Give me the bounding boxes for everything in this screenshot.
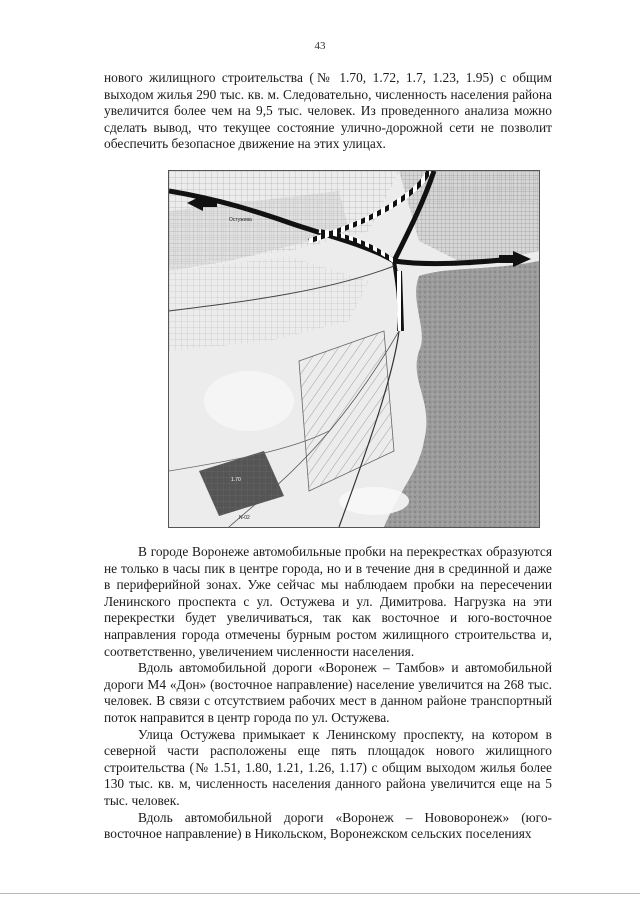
paragraph: В городе Воронеже автомобильные пробки на перекрестках образуются не только в часы пик в центре города, но и в течение дня в срединной и даже в периферийной зонах. Уже сейчас мы наблюдаем пробки на пересечении Ленинского проспекта с ул. Остужева и ул. Димитрова. Нагрузка на эти перекрестки будет увеличиваться, так как восточное и юго-восточное направления города отмечены бурным ростом жилищного строительства и, соответственно, увеличением численности населения. [104,544,552,659]
paragraph: Улица Остужева примыкает к Ленинскому проспекту, на котором в северной части расположены еще пять площадок нового жилищного строительства (№ 1.51, 1.80, 1.21, 1.26, 1.17) с общим выходом жилья более 130 тыс. кв. м, численность населения данного района увеличится еще на 5 тыс. человек. [104,726,552,808]
paragraph: Вдоль автомобильной дороги «Воронеж – Тамбов» и автомобильной дороги М4 «Дон» (восточное направление) население увеличится на 268 тыс. человек. В связи с отсутствием рабочих мест в данном районе транспортный поток направится в центр города по ул. Остужева. [104,660,552,725]
map-label-street: Остужева [229,217,252,223]
page-bottom-rule [0,893,640,894]
page-number: 43 [314,40,326,52]
paragraph: нового жилищного строительства (№ 1.70, 1.72, 1.7, 1.23, 1.95) с общим выходом жилья 290 тыс. кв. м. Следовательно, численность населения района увеличится более чем на 9,5 тыс. человек. Из проведенного анализа можно сделать вывод, что текущее состояние улично-дорожной сети не позволит обеспечить безопасное движение на этих улицах. [104,70,552,152]
projected-road-south [399,271,401,331]
map-image [169,171,539,527]
map-figure [168,170,540,528]
text-block-bottom [104,544,552,843]
paragraph: Вдоль автомобильной дороги «Воронеж – Нововоронеж» (юго-восточное направление) в Никольском, Воронежском сельских поселениях [104,809,552,842]
text-block-top [104,70,552,153]
map-label-zone: N-02 [239,515,250,521]
map-label-site: 1.70 [231,477,241,483]
